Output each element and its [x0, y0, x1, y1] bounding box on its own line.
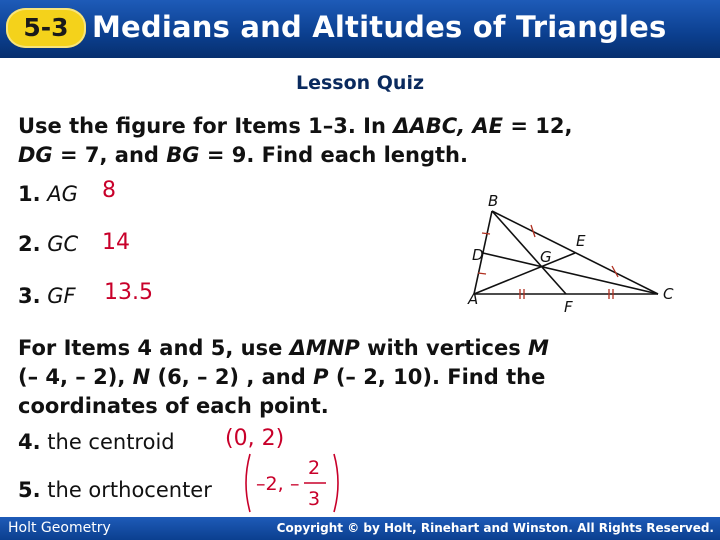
instructions-2	[18, 334, 678, 421]
footer-copyright: Copyright © by Holt, Rinehart and Winston. All Rights Reserved.	[276, 521, 714, 535]
lesson-number: 5-3	[23, 13, 69, 42]
item-4-answer: (0, 2)	[225, 426, 285, 451]
instructions-1	[18, 112, 708, 170]
item-4	[18, 430, 175, 454]
item-3	[18, 284, 76, 308]
label-f: F	[564, 298, 573, 313]
footer-bar	[0, 517, 720, 540]
label-c: C	[663, 285, 674, 303]
triangle-lines	[474, 211, 658, 294]
item-2-number: 2.	[18, 232, 41, 256]
item-1-answer: 8	[102, 178, 116, 203]
fraction-sign: –	[290, 473, 300, 495]
instructions-1-text-c: = 7, and	[52, 143, 167, 167]
label-d: D	[472, 246, 484, 264]
left-paren	[246, 454, 250, 512]
item-2	[18, 232, 78, 256]
label-a: A	[468, 290, 479, 308]
instructions-2-text-c: (– 4, – 2),	[18, 365, 133, 389]
item-3-label: GF	[47, 284, 76, 308]
figure-labels	[467, 192, 674, 313]
tick-db-1	[478, 273, 486, 274]
item-4-number: 4.	[18, 430, 41, 454]
median-cd	[483, 253, 658, 294]
instructions-2-text-a: For Items 4 and 5, use	[18, 336, 290, 360]
instructions-2-text-e: (– 2, 10). Find the coordinates of each point.	[18, 365, 546, 418]
instructions-1-dg: DG	[18, 143, 53, 167]
instructions-1-text-d: = 9. Find each length.	[199, 143, 468, 167]
footer-course: Holt Geometry	[8, 520, 111, 536]
instructions-2-text-d: (6, – 2) , and	[150, 365, 314, 389]
lesson-title: Medians and Altitudes of Triangles	[92, 10, 667, 44]
item-1-number: 1.	[18, 182, 41, 206]
quiz-subtitle: Lesson Quiz	[295, 72, 425, 94]
fraction-denominator: 3	[308, 488, 321, 510]
item-5-number: 5.	[18, 478, 41, 502]
instructions-1-bg: BG	[166, 143, 200, 167]
item-2-answer: 14	[102, 230, 130, 255]
instructions-2-text-b: with vertices	[359, 336, 529, 360]
instructions-2-n: N	[132, 365, 151, 389]
label-b: B	[488, 192, 499, 210]
instructions-2-p: P	[313, 365, 329, 389]
label-g: G	[540, 248, 552, 266]
header-bar	[0, 0, 720, 58]
item-1-label: AG	[47, 182, 78, 206]
item-2-label: GC	[47, 232, 79, 256]
item-3-answer: 13.5	[104, 280, 153, 305]
lesson-badge	[6, 8, 86, 48]
instructions-1-triangle: ΔABC, AE	[393, 114, 504, 138]
triangle-figure	[462, 178, 682, 313]
item-5	[18, 478, 212, 502]
item-1	[18, 182, 78, 206]
tick-ad-1	[482, 233, 490, 234]
instructions-2-triangle: ΔMNP	[289, 336, 360, 360]
item-3-number: 3.	[18, 284, 41, 308]
instructions-1-text-b: = 12,	[503, 114, 573, 138]
label-e: E	[576, 232, 586, 250]
right-paren	[334, 454, 338, 512]
fraction-numerator: 2	[308, 457, 321, 479]
instructions-1-text-a: Use the figure for Items 1–3. In	[18, 114, 394, 138]
item-5-label: the orthocenter	[47, 478, 212, 502]
item-4-label: the centroid	[47, 430, 175, 454]
orthocenter-fraction	[240, 452, 344, 514]
orthocenter-x: –2,	[256, 473, 284, 495]
side-bc	[492, 211, 658, 294]
instructions-2-m: M	[528, 336, 549, 360]
item-5-answer	[240, 452, 344, 514]
